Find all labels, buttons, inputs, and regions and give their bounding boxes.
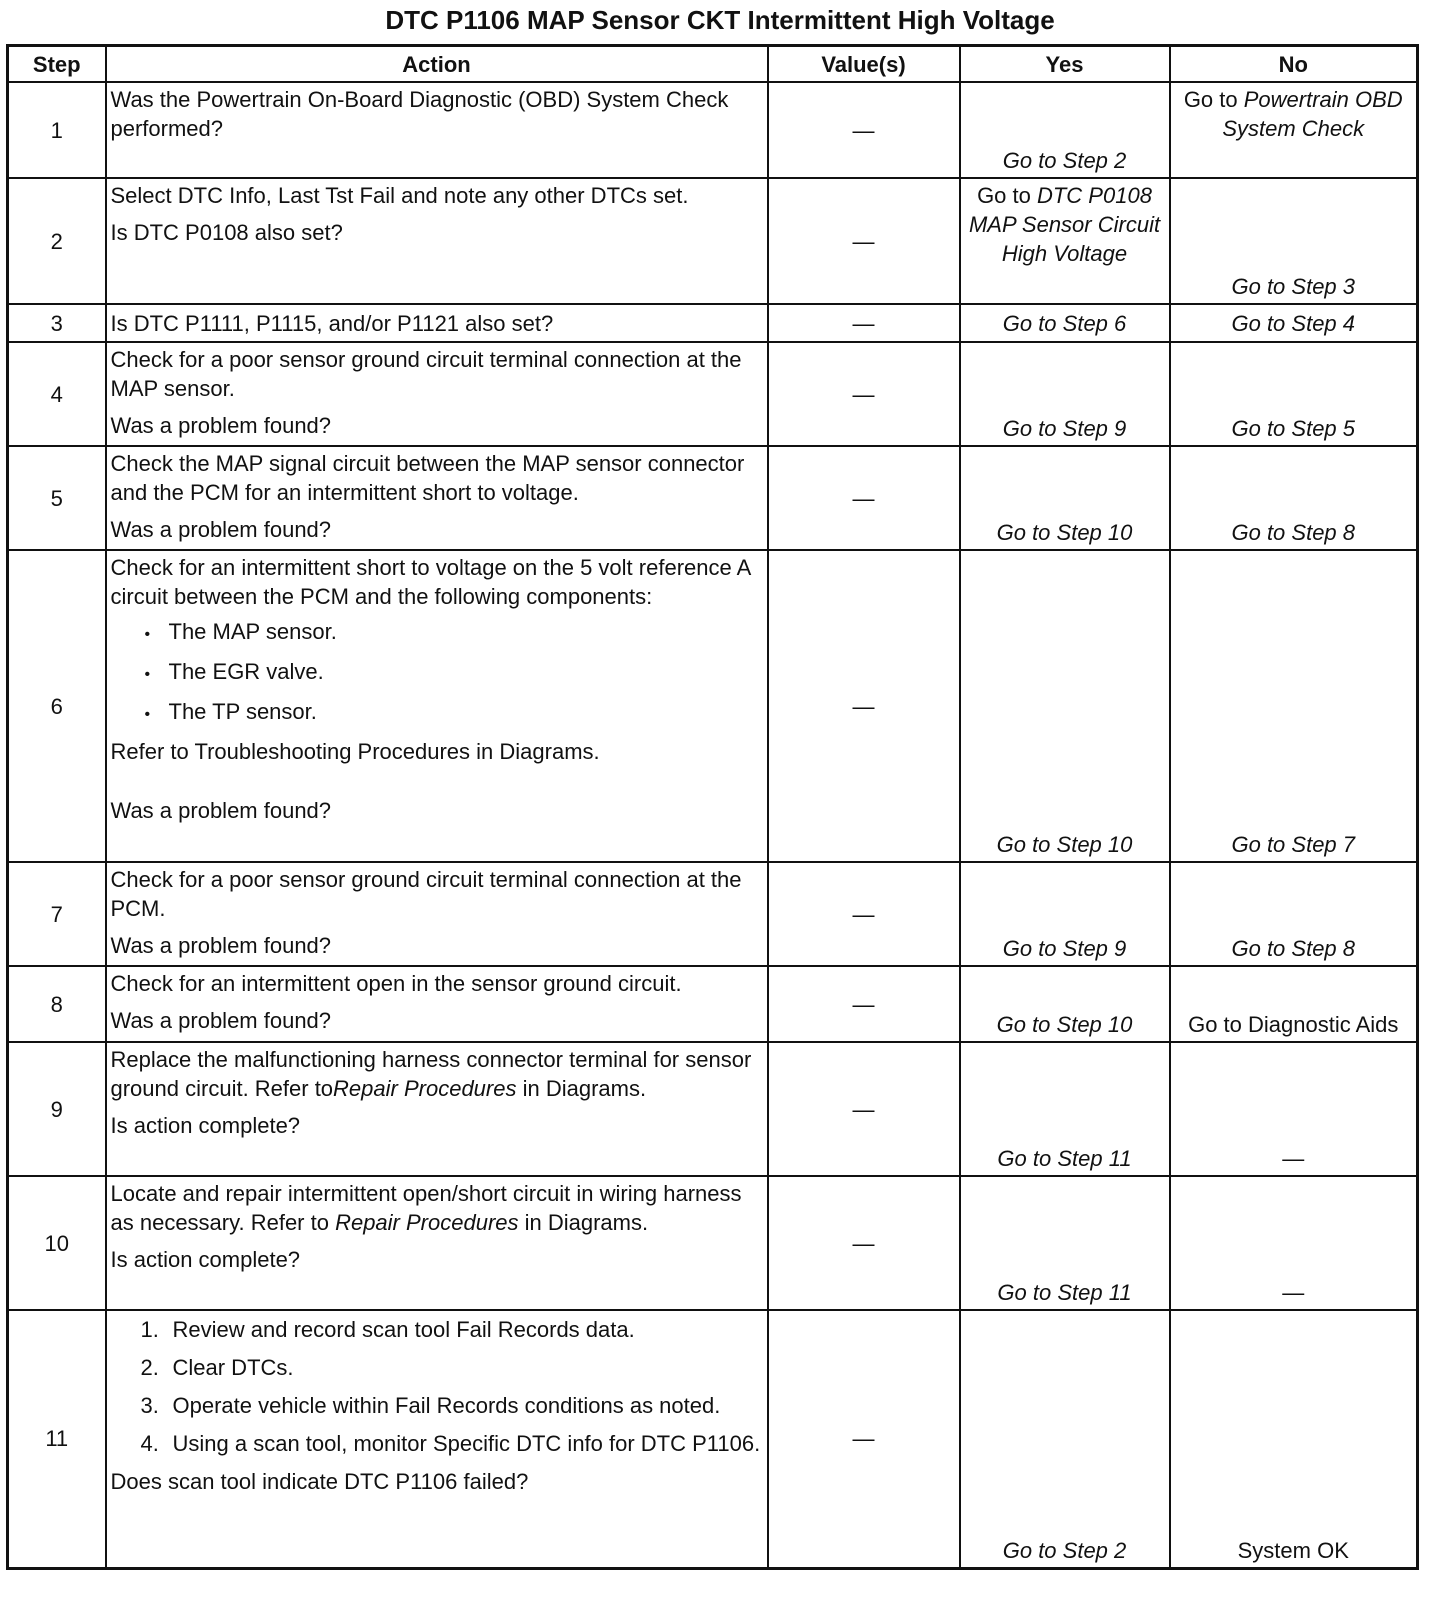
table-row [8, 342, 1418, 446]
list-item: • The TP sensor. [145, 697, 763, 729]
step-number: 7 [8, 862, 106, 966]
action-cell: Locate and repair intermittent open/short circuit in wiring harness as necessary. Refer to Repair Procedures in Diagrams. Is action complete? [106, 1176, 768, 1310]
step-number: 6 [8, 550, 106, 862]
step-number: 4 [8, 342, 106, 446]
no-cell: Go to Step 8 [1170, 446, 1418, 550]
header-row [8, 46, 1418, 83]
no-cell: — [1170, 1176, 1418, 1310]
action-cell: 1. Review and record scan tool Fail Records data. 2. Clear DTCs. 3. Operate vehicle within Fail Records conditions as noted. 4. Using a scan tool, monitor Specific DTC info for DTC P1106. Does scan tool indicate DTC P1106 failed? [106, 1310, 768, 1568]
yes-cell: Go to Step 10 [960, 550, 1170, 862]
no-cell: — [1170, 1042, 1418, 1176]
value-cell: — [768, 446, 960, 550]
header-step: Step [8, 46, 106, 83]
yes-cell: Go to Step 11 [960, 1042, 1170, 1176]
no-cell: Go to Step 4 [1170, 304, 1418, 342]
table-row [8, 1310, 1418, 1568]
value-cell: — [768, 304, 960, 342]
action-cell: Check for a poor sensor ground circuit terminal connection at the MAP sensor. Was a problem found? [106, 342, 768, 446]
step-number: 5 [8, 446, 106, 550]
component-list [145, 617, 763, 729]
no-cell: Go to Powertrain OBD System Check [1170, 82, 1418, 178]
list-item: 4. Using a scan tool, monitor Specific DTC info for DTC P1106. [140, 1431, 761, 1456]
list-item: • The EGR valve. [145, 657, 763, 689]
value-cell: — [768, 550, 960, 862]
value-cell: — [768, 862, 960, 966]
yes-cell: Go to Step 10 [960, 446, 1170, 550]
step-number: 3 [8, 304, 106, 342]
step-number: 8 [8, 966, 106, 1042]
no-cell: Go to Step 8 [1170, 862, 1418, 966]
action-cell: Check for an intermittent short to voltage on the 5 volt reference A circuit between the PCM and the following components: • The MAP sensor. • The EGR valve. • The TP sensor. Refer to Troubleshooting Procedures in Diagrams. Was a problem found? [106, 550, 768, 862]
header-values: Value(s) [768, 46, 960, 83]
yes-cell: Go to Step 11 [960, 1176, 1170, 1310]
step-number: 10 [8, 1176, 106, 1310]
value-cell: — [768, 1042, 960, 1176]
action-cell: Check for a poor sensor ground circuit terminal connection at the PCM. Was a problem found? [106, 862, 768, 966]
list-item: 2. Clear DTCs. [140, 1355, 294, 1380]
table-row [8, 862, 1418, 966]
table-row [8, 550, 1418, 862]
value-cell: — [768, 178, 960, 304]
page-title: DTC P1106 MAP Sensor CKT Intermittent High Voltage [385, 5, 1055, 35]
yes-cell: Go to Step 2 [960, 82, 1170, 178]
yes-cell: Go to DTC P0108 MAP Sensor Circuit High Voltage [960, 178, 1170, 304]
table-row [8, 178, 1418, 304]
action-cell: Is DTC P1111, P1115, and/or P1121 also set? [106, 304, 768, 342]
action-cell: Check the MAP signal circuit between the MAP sensor connector and the PCM for an intermittent short to voltage. Was a problem found? [106, 446, 768, 550]
table-row [8, 1176, 1418, 1310]
list-item: 3. Operate vehicle within Fail Records conditions as noted. [140, 1393, 721, 1418]
header-yes: Yes [960, 46, 1170, 83]
no-cell: System OK [1170, 1310, 1418, 1568]
yes-cell: Go to Step 9 [960, 862, 1170, 966]
no-cell: Go to Diagnostic Aids [1170, 966, 1418, 1042]
no-cell: Go to Step 3 [1170, 178, 1418, 304]
diagnostic-table [6, 44, 1419, 1570]
step-number: 9 [8, 1042, 106, 1176]
table-row [8, 966, 1418, 1042]
no-cell: Go to Step 7 [1170, 550, 1418, 862]
step-number: 11 [8, 1310, 106, 1568]
list-item: 1. Review and record scan tool Fail Records data. [140, 1317, 635, 1342]
table-row [8, 1042, 1418, 1176]
step-number: 2 [8, 178, 106, 304]
no-cell: Go to Step 5 [1170, 342, 1418, 446]
list-item: • The MAP sensor. [145, 617, 763, 649]
value-cell: — [768, 966, 960, 1042]
table-row [8, 446, 1418, 550]
action-cell: Check for an intermittent open in the sensor ground circuit. Was a problem found? [106, 966, 768, 1042]
action-cell: Replace the malfunctioning harness connector terminal for sensor ground circuit. Refer toRepair Procedures in Diagrams. Is action complete? [106, 1042, 768, 1176]
action-cell: Select DTC Info, Last Tst Fail and note any other DTCs set. Is DTC P0108 also set? [106, 178, 768, 304]
yes-cell: Go to Step 9 [960, 342, 1170, 446]
action-cell: Was the Powertrain On-Board Diagnostic (OBD) System Check performed? [106, 82, 768, 178]
yes-cell: Go to Step 6 [960, 304, 1170, 342]
procedure-list [141, 1315, 763, 1458]
header-action: Action [106, 46, 768, 83]
header-no: No [1170, 46, 1418, 83]
value-cell: — [768, 1310, 960, 1568]
value-cell: — [768, 82, 960, 178]
yes-cell: Go to Step 10 [960, 966, 1170, 1042]
value-cell: — [768, 342, 960, 446]
step-number: 1 [8, 82, 106, 178]
table-row [8, 304, 1418, 342]
value-cell: — [768, 1176, 960, 1310]
table-row [8, 82, 1418, 178]
yes-cell: Go to Step 2 [960, 1310, 1170, 1568]
